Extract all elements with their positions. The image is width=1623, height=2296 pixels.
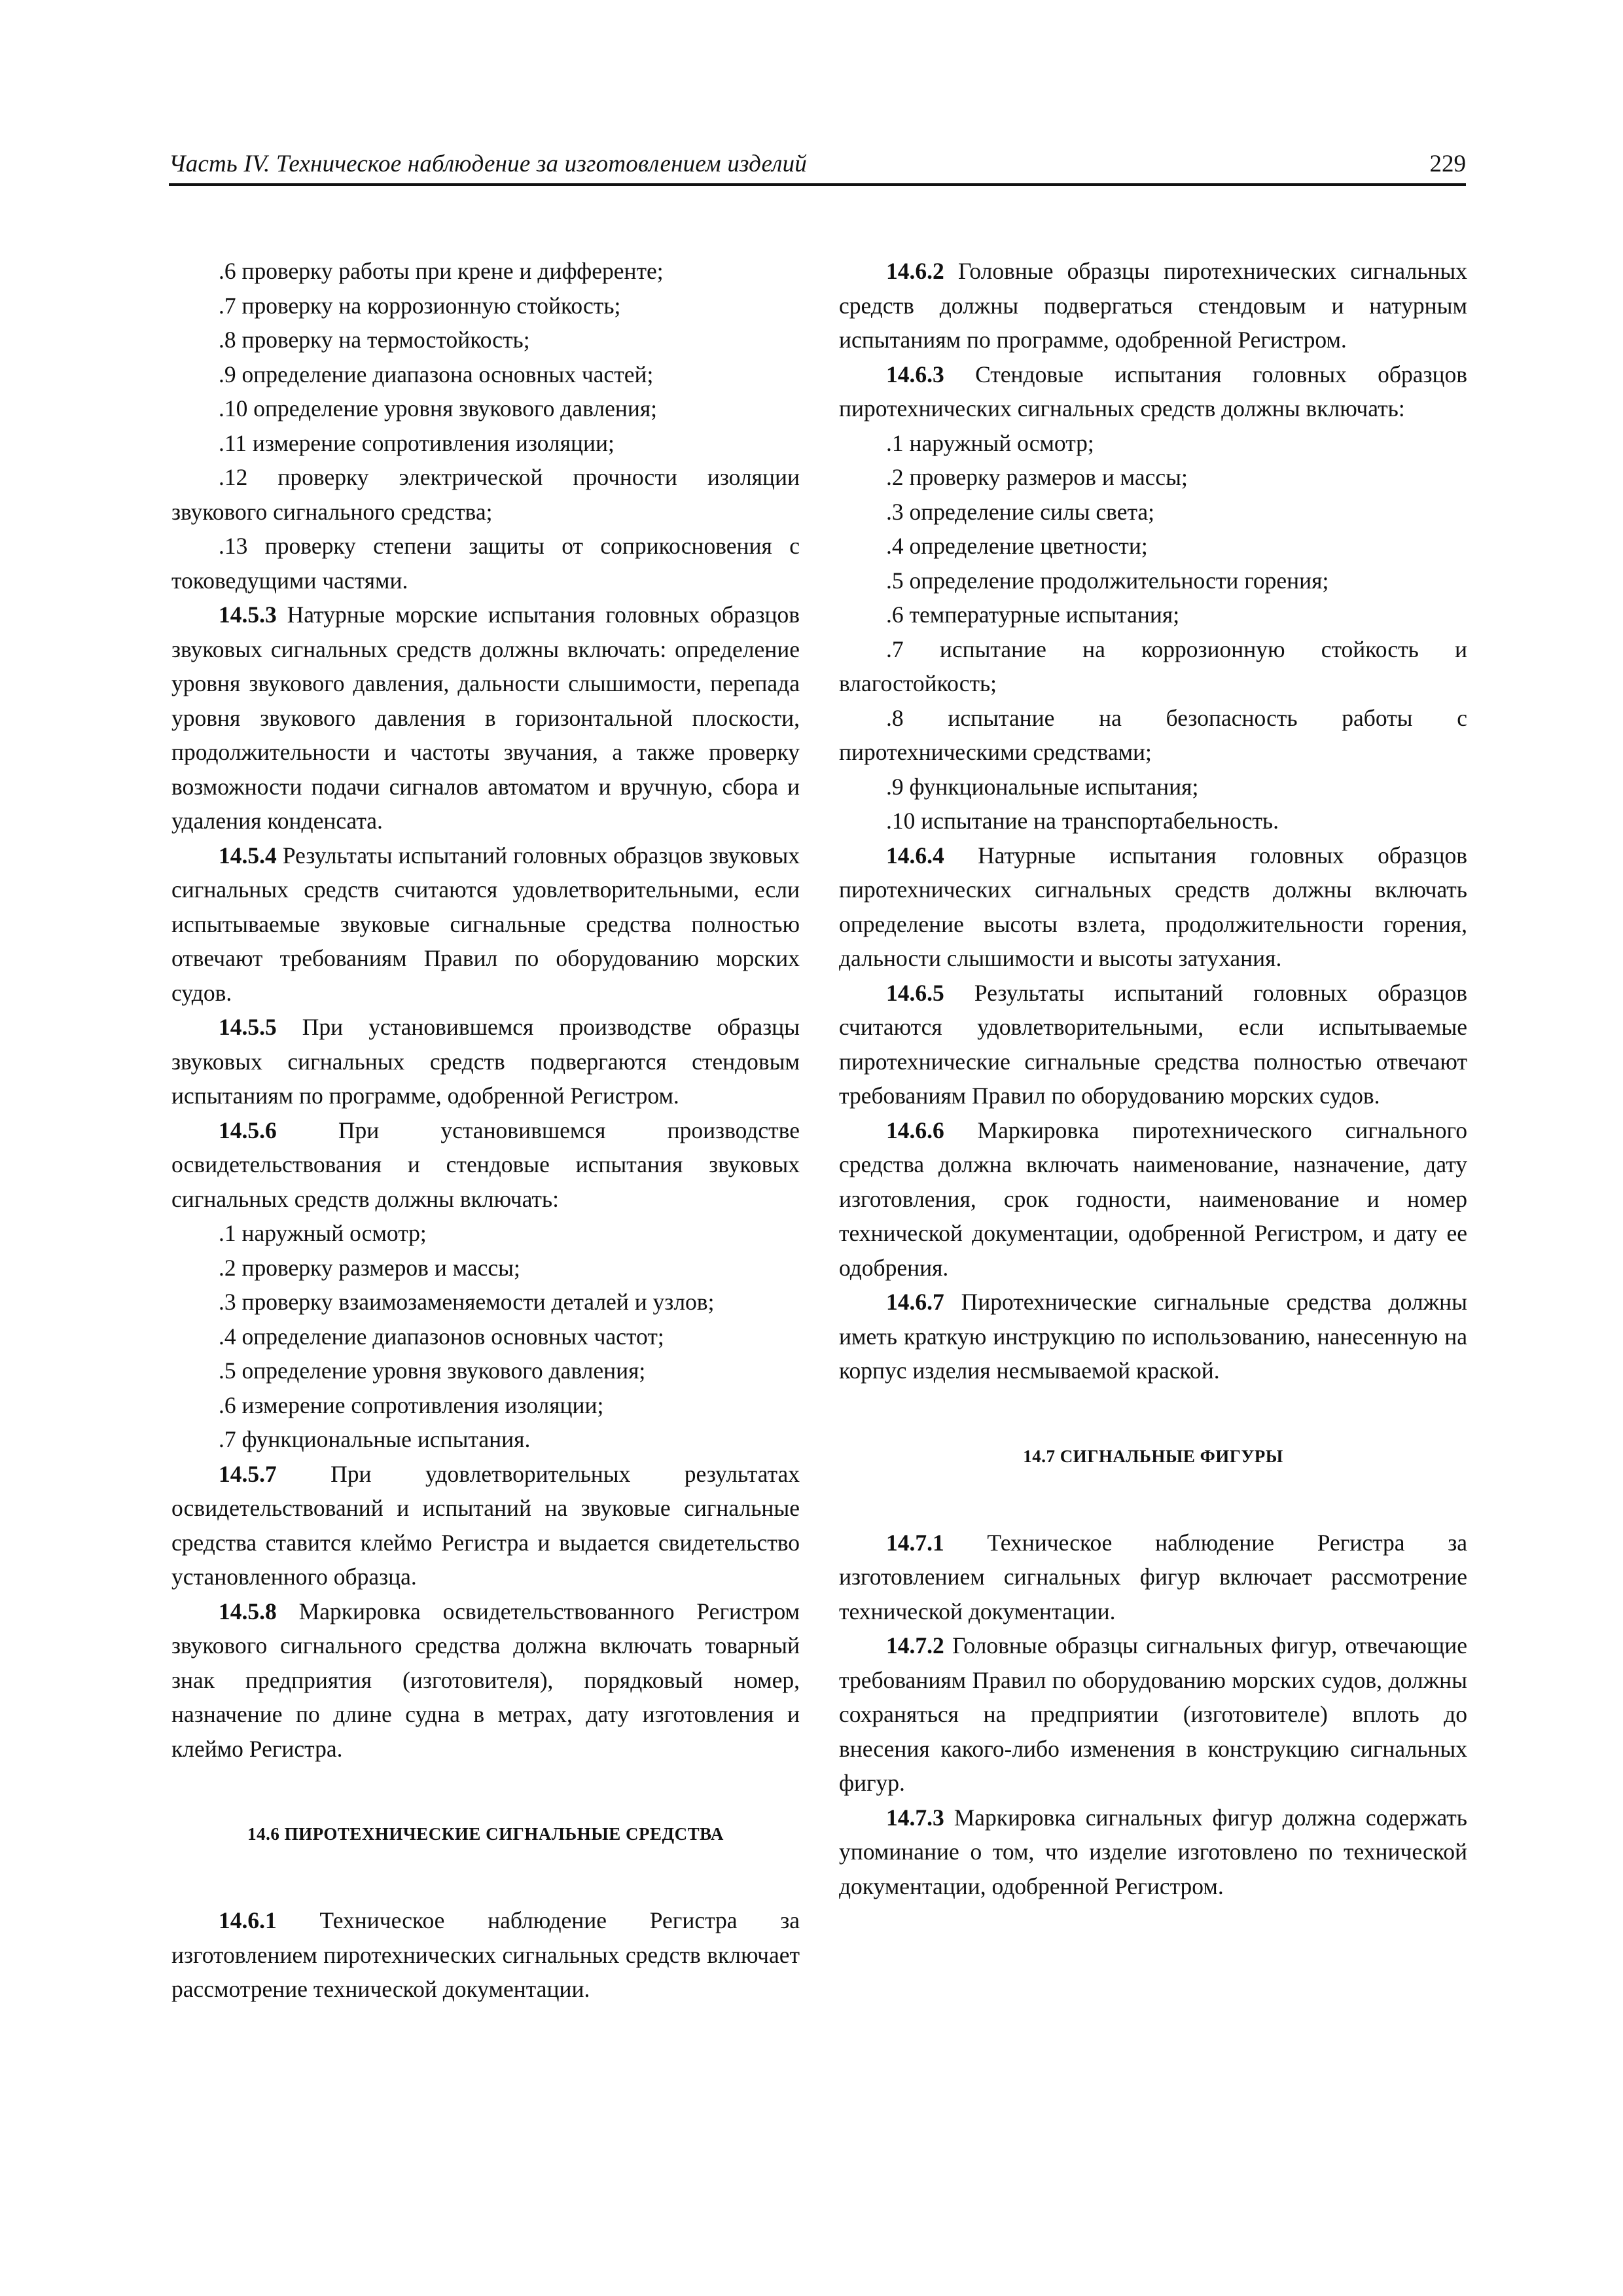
list-item: .4 определение диапазонов основных частот; [219, 1323, 664, 1350]
page-header [169, 143, 1466, 186]
list-item: .9 определение диапазона основных частей; [219, 361, 654, 387]
paragraph-14-6-6 [839, 1113, 1467, 1285]
list-item: .5 определение уровня звукового давления; [219, 1357, 646, 1384]
paragraph-14-6-1 [171, 1903, 800, 2007]
section-heading-14-7: 14.7 СИГНАЛЬНЫЕ ФИГУРЫ [1023, 1446, 1283, 1466]
list-item: .12 проверку электрической прочности изоляции звукового сигнального средства; [171, 464, 800, 525]
list-item: .10 определение уровня звукового давления; [219, 395, 658, 422]
left-column [171, 254, 800, 2007]
clause-text: Маркировка пиротехнического сигнального средства должна включать наименование, назначение, дату изготовления, срок годности, наименование и номер технической документации, одобренной Регистром, и дату ее одобрения. [839, 1117, 1467, 1281]
list-item: .1 наружный осмотр; [219, 1220, 427, 1246]
paragraph-14-5-3 [171, 598, 800, 838]
spacer [171, 1851, 800, 1903]
paragraph-14-6-7 [839, 1285, 1467, 1388]
clause-number: 14.7.2 [886, 1632, 944, 1659]
clause-text: При установившемся производстве освидетельствования и стендовые испытания звуковых сигнальных средств должны включать: [171, 1117, 800, 1212]
clause-number: 14.5.5 [219, 1014, 277, 1040]
clause-text: Техническое наблюдение Регистра за изготовлением пиротехнических сигнальных средств включает рассмотрение технической документации. [171, 1907, 800, 2002]
paragraph-14-7-2 [839, 1628, 1467, 1801]
list-item: .7 испытание на коррозионную стойкость и влагостойкость; [839, 636, 1467, 696]
clause-number: 14.6.4 [886, 842, 944, 869]
paragraph-14-6-5 [839, 976, 1467, 1113]
clause-text: Техническое наблюдение Регистра за изготовлением сигнальных фигур включает рассмотрение технической документации. [839, 1529, 1467, 1624]
clause-text: Головные образцы пиротехнических сигнальных средств должны подвергаться стендовым и натурным испытаниям по программе, одобренной Регистром. [839, 258, 1467, 353]
spacer [839, 1473, 1467, 1526]
clause-text: Стендовые испытания головных образцов пиротехнических сигнальных средств должны включать: [839, 361, 1467, 422]
list-item: .11 измерение сопротивления изоляции; [219, 429, 615, 456]
list-item: .2 проверку размеров и массы; [219, 1254, 520, 1281]
list-item: .10 испытание на транспортабельность. [886, 808, 1279, 834]
right-column [839, 254, 1467, 1903]
list-item: .2 проверку размеров и массы; [886, 464, 1188, 490]
list-item: .9 функциональные испытания; [886, 773, 1199, 800]
list-item: .7 функциональные испытания. [219, 1426, 531, 1452]
clause-number: 14.7.1 [886, 1529, 944, 1556]
clause-text: Результаты испытаний головных образцов считаются удовлетворительными, если испытываемые пиротехнические сигнальные средства полностью отвечают требованиям Правил по оборудованию морских судов. [839, 979, 1467, 1109]
page-number: 229 [1429, 151, 1466, 177]
paragraph-14-6-3 [839, 357, 1467, 426]
paragraph-14-6-2 [839, 254, 1467, 357]
clause-number: 14.5.7 [219, 1460, 277, 1487]
clause-number: 14.5.8 [219, 1598, 277, 1624]
list-item: .13 проверку степени защиты от соприкосновения с токоведущими частями. [171, 533, 800, 594]
clause-number: 14.5.6 [219, 1117, 277, 1143]
list-item: .6 измерение сопротивления изоляции; [219, 1391, 604, 1418]
paragraph-14-5-4 [171, 838, 800, 1011]
clause-number: 14.5.4 [219, 842, 277, 869]
clause-number: 14.5.3 [219, 601, 277, 628]
spacer [839, 1388, 1467, 1439]
list-item: .3 определение силы света; [886, 498, 1155, 525]
clause-number: 14.6.6 [886, 1117, 944, 1143]
clause-number: 14.6.7 [886, 1289, 944, 1315]
paragraph-14-7-3 [839, 1801, 1467, 1904]
clause-text: Маркировка освидетельствованного Регистром звукового сигнального средства должна включать товарный знак предприятия (изготовителя), порядковый номер, назначение по длине судна в метрах, дату изготовления и клеймо Регистра. [171, 1598, 800, 1762]
clause-text: Натурные морские испытания головных образцов звуковых сигнальных средств должны включать: определение уровня звукового давления, дальности слышимости, перепада уровня звукового давления в горизонтальной плоскости, продолжительности и частоты звучания, а также проверку возможности подачи сигналов автоматом и вручную, сбора и удаления конденсата. [171, 601, 800, 834]
list-item: .5 определение продолжительности горения; [886, 567, 1329, 594]
paragraph-14-5-7 [171, 1457, 800, 1594]
paragraph-14-6-4 [839, 838, 1467, 976]
section-heading-14-6: 14.6 ПИРОТЕХНИЧЕСКИЕ СИГНАЛЬНЫЕ СРЕДСТВА [247, 1824, 724, 1844]
list-item: .3 проверку взаимозаменяемости деталей и узлов; [219, 1289, 715, 1315]
clause-number: 14.7.3 [886, 1804, 944, 1831]
clause-number: 14.6.2 [886, 258, 944, 284]
clause-text: Натурные испытания головных образцов пиротехнических сигнальных средств должны включать определение высоты взлета, продолжительности горения, дальности слышимости и высоты затухания. [839, 842, 1467, 971]
paragraph-14-5-5 [171, 1010, 800, 1113]
paragraph-14-5-8 [171, 1594, 800, 1767]
clause-number: 14.6.5 [886, 979, 944, 1006]
running-title: Часть IV. Техническое наблюдение за изготовлением изделий [169, 151, 807, 177]
list-item: .6 проверку работы при крене и дифференте; [219, 258, 664, 284]
spacer [171, 1766, 800, 1817]
clause-number: 14.6.1 [219, 1907, 277, 1933]
list-item: .7 проверку на коррозионную стойкость; [219, 292, 621, 319]
clause-text: Головные образцы сигнальных фигур, отвечающие требованиям Правил по оборудованию морских судов, должны сохраняться на предприятии (изготовителе) вплоть до внесения какого-либо изменения в конструкцию сигнальных фигур. [839, 1632, 1467, 1796]
list-item: .6 температурные испытания; [886, 601, 1180, 628]
clause-text: При удовлетворительных результатах освидетельствований и испытаний на звуковые сигнальные средства ставится клеймо Регистра и выдается свидетельство установленного образца. [171, 1460, 800, 1590]
clause-text: Маркировка сигнальных фигур должна содержать упоминание о том, что изделие изготовлено по технической документации, одобренной Регистром. [839, 1804, 1467, 1899]
list-item: .8 проверку на термостойкость; [219, 327, 530, 353]
clause-number: 14.6.3 [886, 361, 944, 387]
paragraph-14-7-1 [839, 1526, 1467, 1629]
list-item: .4 определение цветности; [886, 533, 1148, 559]
clause-text: Результаты испытаний головных образцов звуковых сигнальных средств считаются удовлетворительными, если испытываемые звуковые сигнальные средства полностью отвечают требованиям Правил по оборудованию морских судов. [171, 842, 800, 1006]
paragraph-14-5-6 [171, 1113, 800, 1217]
clause-text: Пиротехнические сигнальные средства должны иметь краткую инструкцию по использованию, нанесенную на корпус изделия несмываемой краской. [839, 1289, 1467, 1384]
list-item: .1 наружный осмотр; [886, 429, 1094, 456]
clause-text: При установившемся производстве образцы звуковых сигнальных средств подвергаются стендовым испытаниям по программе, одобренной Регистром. [171, 1014, 800, 1109]
list-item: .8 испытание на безопасность работы с пиротехническими средствами; [839, 704, 1467, 765]
